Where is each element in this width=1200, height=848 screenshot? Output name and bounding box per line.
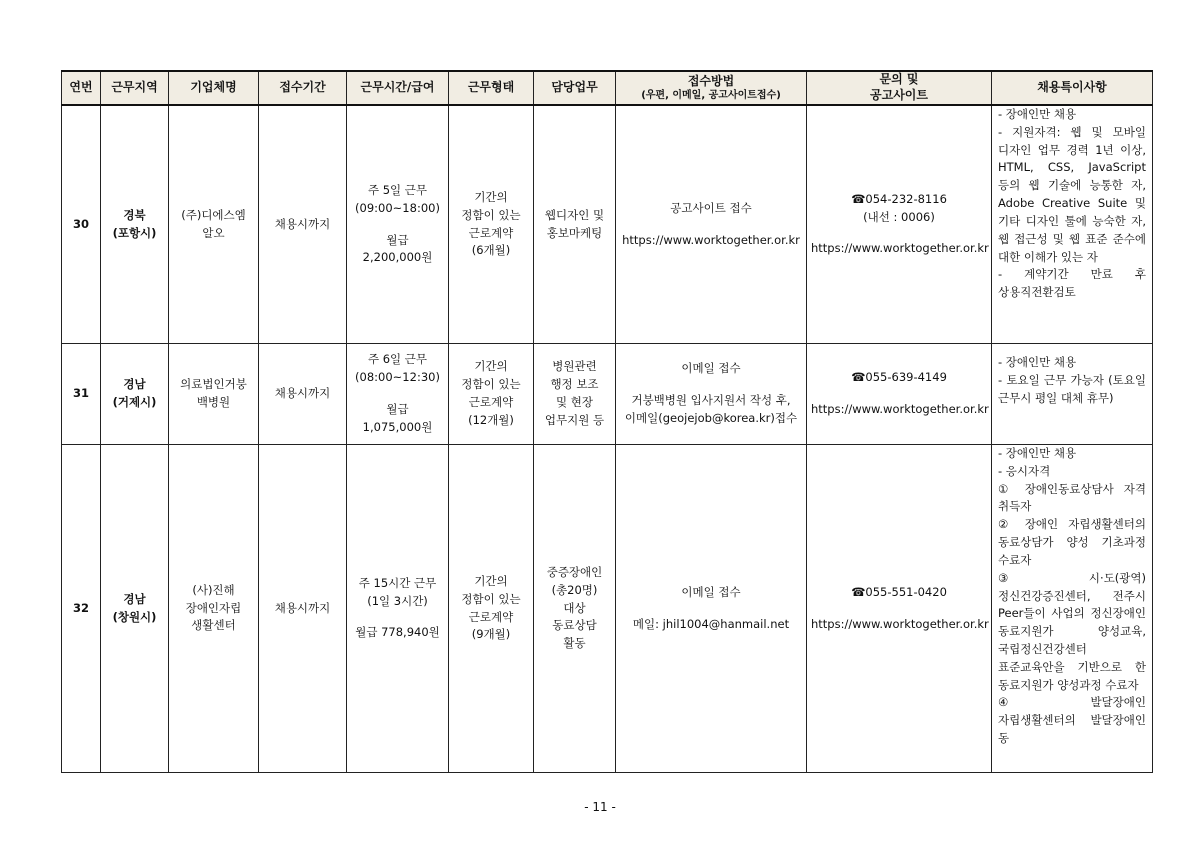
row-notes bbox=[992, 105, 1153, 344]
row-method bbox=[616, 105, 807, 344]
duty-line: 대상 bbox=[563, 600, 586, 615]
company-line: (사)진해 bbox=[192, 582, 235, 597]
salary-amount: 1,075,000원 bbox=[362, 419, 433, 434]
contact-url[interactable]: https://www.worktogether.or.kr bbox=[811, 241, 989, 256]
duty-line: 업무지원 등 bbox=[544, 412, 605, 427]
company-line: 의료법인거붕 bbox=[180, 377, 247, 392]
type-line: 근로계약 bbox=[468, 395, 514, 409]
row-number: 31 bbox=[62, 344, 101, 445]
type-line: 근로계약 bbox=[468, 609, 514, 624]
header-method-sub: (우편, 이메일, 공고사이트접수) bbox=[641, 90, 781, 102]
salary-amount: 월급 778,940원 bbox=[355, 625, 440, 640]
duty-line: 동료상담 bbox=[552, 618, 597, 633]
header-hours: 근무시간/급여 bbox=[347, 71, 449, 105]
note-line: ③ 시·도(광역) 정신건강증진센터, 전주시 Peer들이 사업의 정신장애인 동료지원가 양성교육, 국립정신건강센터 표준교육안을 기반으로 한 동료지원가 양성과정 수료자 bbox=[998, 570, 1146, 692]
row-hours bbox=[347, 344, 449, 445]
row-region bbox=[101, 445, 169, 773]
note-line: ① 장애인동료상담사 자격 취득자 bbox=[998, 481, 1146, 514]
row-duty bbox=[534, 344, 616, 445]
row-notes bbox=[992, 344, 1153, 445]
salary-label: 월급 bbox=[386, 232, 409, 247]
type-duration: (6개월) bbox=[471, 243, 511, 258]
row-notes bbox=[992, 445, 1153, 773]
type-duration: (12개월) bbox=[468, 412, 514, 427]
salary-amount: 2,200,000원 bbox=[362, 250, 433, 265]
row-method bbox=[616, 445, 807, 773]
row-contact bbox=[807, 344, 992, 445]
company-line: 백병원 bbox=[196, 395, 231, 409]
row-contact bbox=[807, 105, 992, 344]
company-line: 생활센터 bbox=[191, 618, 236, 633]
company-line: (주)디에스엠 bbox=[181, 207, 246, 222]
contact-url[interactable]: https://www.worktogether.or.kr bbox=[811, 402, 989, 416]
row-region bbox=[101, 105, 169, 344]
note-line: - 장애인만 채용 bbox=[998, 107, 1077, 121]
hours-days: 주 6일 근무 bbox=[367, 352, 428, 367]
hours-time: (1일 3시간) bbox=[367, 593, 428, 608]
row-company bbox=[169, 105, 259, 344]
region-city: (창원시) bbox=[112, 609, 157, 624]
note-line: - 응시자격 bbox=[998, 463, 1051, 478]
table-row bbox=[62, 445, 1153, 773]
contact-phone[interactable]: ☎054-232-8116 bbox=[851, 191, 947, 206]
method-email[interactable]: 이메일(geojejob@korea.kr)접수 bbox=[624, 410, 798, 425]
duty-line: (총20명) bbox=[551, 582, 598, 597]
method-email[interactable]: 메일: jhil1004@hanmail.net bbox=[632, 616, 790, 631]
row-company bbox=[169, 445, 259, 773]
header-notes: 채용특이사항 bbox=[992, 71, 1153, 105]
method-type: 이메일 접수 bbox=[681, 361, 741, 376]
header-period: 접수기간 bbox=[259, 71, 347, 105]
method-type: 이메일 접수 bbox=[681, 584, 741, 599]
header-company: 기업체명 bbox=[169, 71, 259, 105]
header-no: 연번 bbox=[62, 71, 101, 105]
page-number: - 11 - bbox=[584, 800, 616, 814]
method-url[interactable]: https://www.worktogether.or.kr bbox=[622, 232, 800, 247]
note-line: ④ 발달장애인 자립생활센터의 발달장애인 동 bbox=[998, 695, 1146, 745]
row-period: 채용시까지 bbox=[259, 344, 347, 445]
contact-phone[interactable]: ☎055-639-4149 bbox=[851, 370, 947, 385]
row-number: 30 bbox=[62, 105, 101, 344]
region-province: 경남 bbox=[123, 591, 146, 606]
method-detail: 거붕백병원 입사지원서 작성 후, bbox=[631, 393, 791, 408]
row-period: 채용시까지 bbox=[259, 105, 347, 344]
row-region bbox=[101, 344, 169, 445]
duty-line: 및 현장 bbox=[556, 395, 593, 409]
hours-time: (08:00~12:30) bbox=[355, 370, 440, 385]
contact-phone[interactable]: ☎055-551-0420 bbox=[851, 584, 947, 599]
header-contact-line2: 공고사이트 bbox=[870, 88, 928, 102]
hours-days: 주 15시간 근무 bbox=[358, 575, 437, 590]
duty-line: 활동 bbox=[563, 636, 586, 651]
row-contact bbox=[807, 445, 992, 773]
contact-url[interactable]: https://www.worktogether.or.kr bbox=[811, 616, 989, 631]
header-contact-line1: 문의 및 bbox=[879, 72, 919, 87]
duty-line: 병원관련 bbox=[552, 359, 597, 374]
row-hours bbox=[347, 445, 449, 773]
row-method bbox=[616, 344, 807, 445]
header-duty: 담당업무 bbox=[534, 71, 616, 105]
type-line: 기간의 bbox=[474, 189, 508, 204]
row-type bbox=[449, 445, 534, 773]
note-line: - 장애인만 채용 bbox=[998, 446, 1077, 460]
note-line: - 토요일 근무 가능자 (토요일 근무시 평일 대체 휴무) bbox=[998, 372, 1146, 405]
header-row bbox=[62, 71, 1153, 105]
duty-line: 홍보마케팅 bbox=[546, 225, 603, 240]
company-line: 장애인자립 bbox=[185, 600, 242, 615]
row-hours bbox=[347, 105, 449, 344]
row-company bbox=[169, 344, 259, 445]
header-region: 근무지역 bbox=[101, 71, 169, 105]
region-city: (포항시) bbox=[112, 225, 157, 240]
type-line: 정함이 있는 bbox=[461, 207, 521, 222]
duty-line: 행정 보조 bbox=[550, 377, 599, 392]
row-type bbox=[449, 344, 534, 445]
header-contact bbox=[807, 71, 992, 105]
region-province: 경남 bbox=[123, 377, 146, 392]
header-method-label: 접수방법 bbox=[687, 73, 735, 88]
method-type: 공고사이트 접수 bbox=[670, 200, 752, 215]
table-row bbox=[62, 105, 1153, 344]
company-line: 알오 bbox=[202, 225, 225, 240]
type-line: 정함이 있는 bbox=[461, 591, 521, 606]
row-duty bbox=[534, 105, 616, 344]
duty-line: 웹디자인 및 bbox=[544, 207, 605, 222]
table-row bbox=[62, 344, 1153, 445]
region-province: 경북 bbox=[123, 207, 146, 222]
job-listing-table bbox=[61, 70, 1153, 773]
note-line: - 지원자격: 웹 및 모바일 디자인 업무 경력 1년 이상, HTML, CSS, JavaScript 등의 웹 기술에 능통한 자, Adobe Creative Suite 및 기타 디자인 툴에 능숙한 자, 웹 접근성 및 웹 표준 준수에 대한 이해가 있는 자 bbox=[998, 124, 1146, 264]
type-line: 정함이 있는 bbox=[461, 377, 521, 392]
hours-time: (09:00~18:00) bbox=[355, 200, 440, 215]
header-type: 근무형태 bbox=[449, 71, 534, 105]
type-duration: (9개월) bbox=[471, 627, 511, 642]
row-number: 32 bbox=[62, 445, 101, 773]
header-method bbox=[616, 71, 807, 105]
contact-extension: (내선 : 0006) bbox=[863, 209, 935, 224]
note-line: - 장애인만 채용 bbox=[998, 355, 1077, 369]
note-line: ② 장애인 자립생활센터의 동료상담가 양성 기초과정 수료자 bbox=[998, 517, 1146, 567]
type-line: 기간의 bbox=[474, 359, 508, 374]
region-city: (거제시) bbox=[112, 395, 157, 409]
type-line: 기간의 bbox=[474, 573, 508, 588]
duty-line: 중증장애인 bbox=[546, 564, 603, 579]
type-line: 근로계약 bbox=[468, 225, 514, 240]
salary-label: 월급 bbox=[386, 402, 409, 416]
row-duty bbox=[534, 445, 616, 773]
hours-days: 주 5일 근무 bbox=[367, 182, 428, 197]
note-line: - 계약기간 만료 후 상용직전환검토 bbox=[998, 267, 1146, 300]
row-period: 채용시까지 bbox=[259, 445, 347, 773]
row-type bbox=[449, 105, 534, 344]
